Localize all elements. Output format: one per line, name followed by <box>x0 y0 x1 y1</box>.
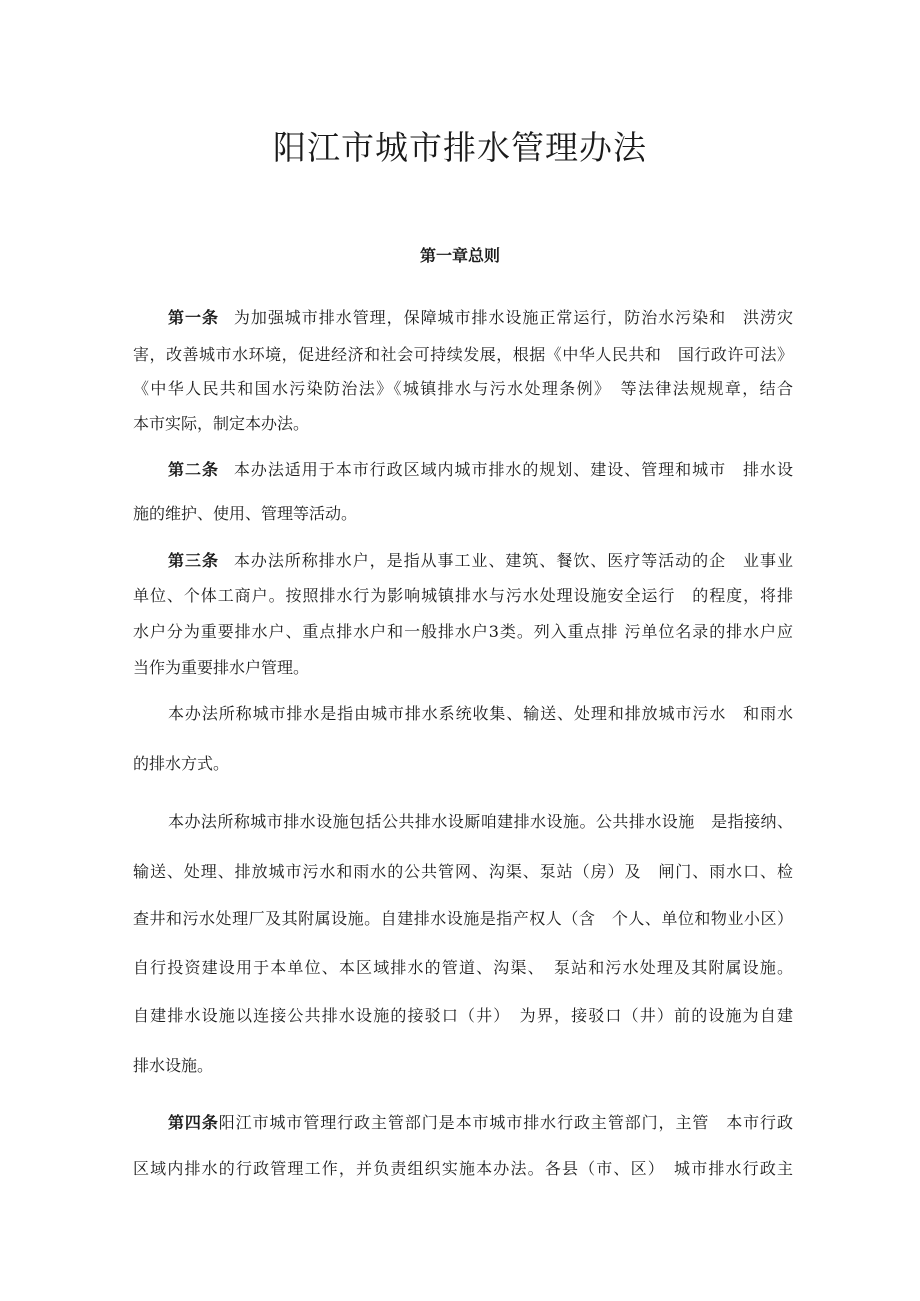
article-3-line-4: 当作为重要排水户管理。 <box>133 658 310 677</box>
article-3-line-2: 单位、个体工商户。按照排水行为影响城镇排水与污水处理设施安全运行 的程度，将排 <box>133 586 793 605</box>
article-2-line-1 <box>168 459 793 481</box>
paragraph-facilities-line-6: 排水设施。 <box>133 1056 214 1075</box>
paragraph-facilities-line-5: 自建排水设施以连接公共排水设施的接驳口（井） 为界，接驳口（井）前的设施为自建 <box>133 1006 793 1025</box>
article-1-line-1 <box>168 307 793 329</box>
article-1-text-1: 为加强城市排水管理，保障城市排水设施正常运行，防治水污染和 洪涝灾 <box>232 308 793 327</box>
article-1-line-4: 本市实际，制定本办法。 <box>133 414 310 433</box>
paragraph-facilities-line-4: 自行投资建设用于本单位、本区域排水的管道、沟渠、 泵站和污水处理及其附属设施。 <box>133 958 793 977</box>
article-1-line-3: 《中华人民共和国水污染防治法》《城镇排水与污水处理条例》 等法律法规规章，结合 <box>133 379 793 398</box>
article-3-text-1: 本办法所称排水户，是指从事工业、建筑、餐饮、医疗等活动的企 业事业 <box>232 551 793 570</box>
article-2-line-2: 施的维护、使用、管理等活动。 <box>133 504 358 523</box>
article-4-text-1: 阳江市城市管理行政主管部门是本市城市排水行政主管部门，主管 本市行政 <box>218 1113 793 1132</box>
article-3-label: 第三条 <box>168 551 219 570</box>
article-1-line-2: 害，改善城市水环境，促进经济和社会可持续发展，根据《中华人民共和 国行政许可法》 <box>133 345 793 364</box>
paragraph-facilities-line-3: 查井和污水处理厂及其附属设施。自建排水设施是指产权人（含 个人、单位和物业小区） <box>133 909 793 928</box>
article-2-text-1: 本办法适用于本市行政区域内城市排水的规划、建设、管理和城市 排水设 <box>232 460 793 479</box>
article-2-label: 第二条 <box>168 460 219 479</box>
article-4-label: 第四条 <box>168 1113 219 1132</box>
article-4-line-1 <box>168 1112 793 1134</box>
paragraph-facilities-line-1: 本办法所称城市排水设施包括公共排水设厮咱建排水设施。公共排水设施 是指接纳、 <box>168 812 793 831</box>
article-4-line-2: 区域内排水的行政管理工作，并负责组织实施本办法。各县（市、区） 城市排水行政主 <box>133 1159 793 1178</box>
paragraph-drainage-line-1: 本办法所称城市排水是指由城市排水系统收集、输送、处理和排放城市污水 和雨水 <box>168 704 793 723</box>
article-3-line-3: 水户分为重要排水户、重点排水户和一般排水户3类。列入重点排 污单位名录的排水户应 <box>133 622 793 641</box>
chapter-heading: 第一章总则 <box>419 246 500 265</box>
document-title: 阳江市城市排水管理办法 <box>273 128 647 167</box>
paragraph-drainage-line-2: 的排水方式。 <box>133 754 230 773</box>
article-3-line-1 <box>168 550 793 572</box>
article-1-label: 第一条 <box>168 308 219 327</box>
paragraph-facilities-line-2: 输送、处理、排放城市污水和雨水的公共管网、沟渠、泵站（房）及 闸门、雨水口、检 <box>133 862 793 881</box>
